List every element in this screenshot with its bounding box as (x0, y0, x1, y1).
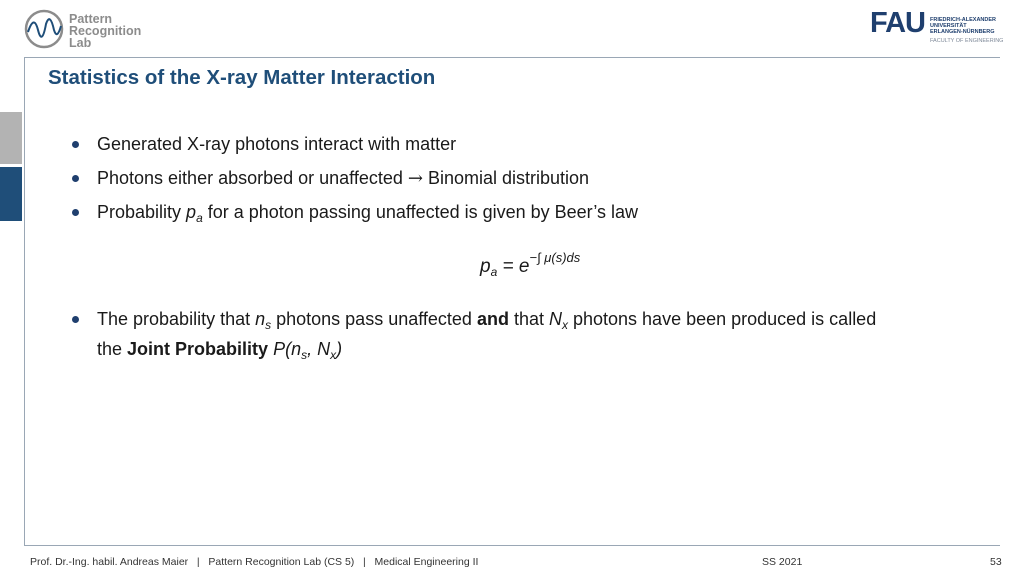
fau-line-3: ERLANGEN-NÜRNBERG (930, 29, 995, 35)
side-marker-grey (0, 112, 22, 164)
bullet-dot-icon (72, 316, 79, 323)
lab-name-line-1: Pattern (69, 12, 113, 26)
slide-title: Statistics of the X-ray Matter Interaction (48, 66, 436, 89)
bullet-1-text: Generated X-ray photons interact with matter (97, 134, 457, 154)
page-number: 53 (990, 556, 1002, 568)
bullet-3-text: Probability $p_a$ for a photon passing unaffected is given by Beer’s law (97, 202, 639, 225)
footer-term: SS 2021 (762, 556, 803, 568)
bullet-4 (72, 307, 1002, 363)
frame-left-rule (24, 58, 25, 545)
fau-mark: FAU (870, 7, 925, 39)
bullet-3 (72, 200, 972, 224)
bullet-1 (72, 132, 972, 156)
bullet-dot-icon (72, 175, 79, 182)
bullet-4-line-2: the Joint Probability $P(n_s$, $N_x$) (97, 339, 343, 362)
fau-line-2: UNIVERSITÄT (930, 23, 967, 29)
header-divider (24, 57, 1000, 58)
frame-bottom-rule (24, 545, 1000, 546)
lab-name-line-2: Recognition (69, 24, 142, 38)
bullet-2 (72, 166, 972, 190)
lab-name-line-3: Lab (69, 36, 92, 50)
footer-credits: Prof. Dr.-Ing. habil. Andreas Maier | Pattern Recognition Lab (CS 5) | Medical Engineering II (30, 556, 479, 568)
beers-law-formula: $p_a = e^{-\int \mu(s)ds}$ (480, 250, 581, 279)
arrow-symbol: → (407, 168, 423, 189)
fau-line-1: FRIEDRICH-ALEXANDER (930, 17, 996, 23)
bullet-dot-icon (72, 209, 79, 216)
pattern-recognition-lab-logo-icon (24, 8, 64, 50)
bullet-4-line-1: The probability that $n_s$ photons pass unaffected and that $N_x$ photons have been produced is called (97, 309, 877, 332)
bullet-2-text: Photons either absorbed or unaffected → Binomial distribution (97, 168, 590, 189)
bullet-dot-icon (72, 141, 79, 148)
side-marker-blue (0, 167, 22, 221)
fau-faculty: FACULTY OF ENGINEERING (930, 38, 1004, 44)
